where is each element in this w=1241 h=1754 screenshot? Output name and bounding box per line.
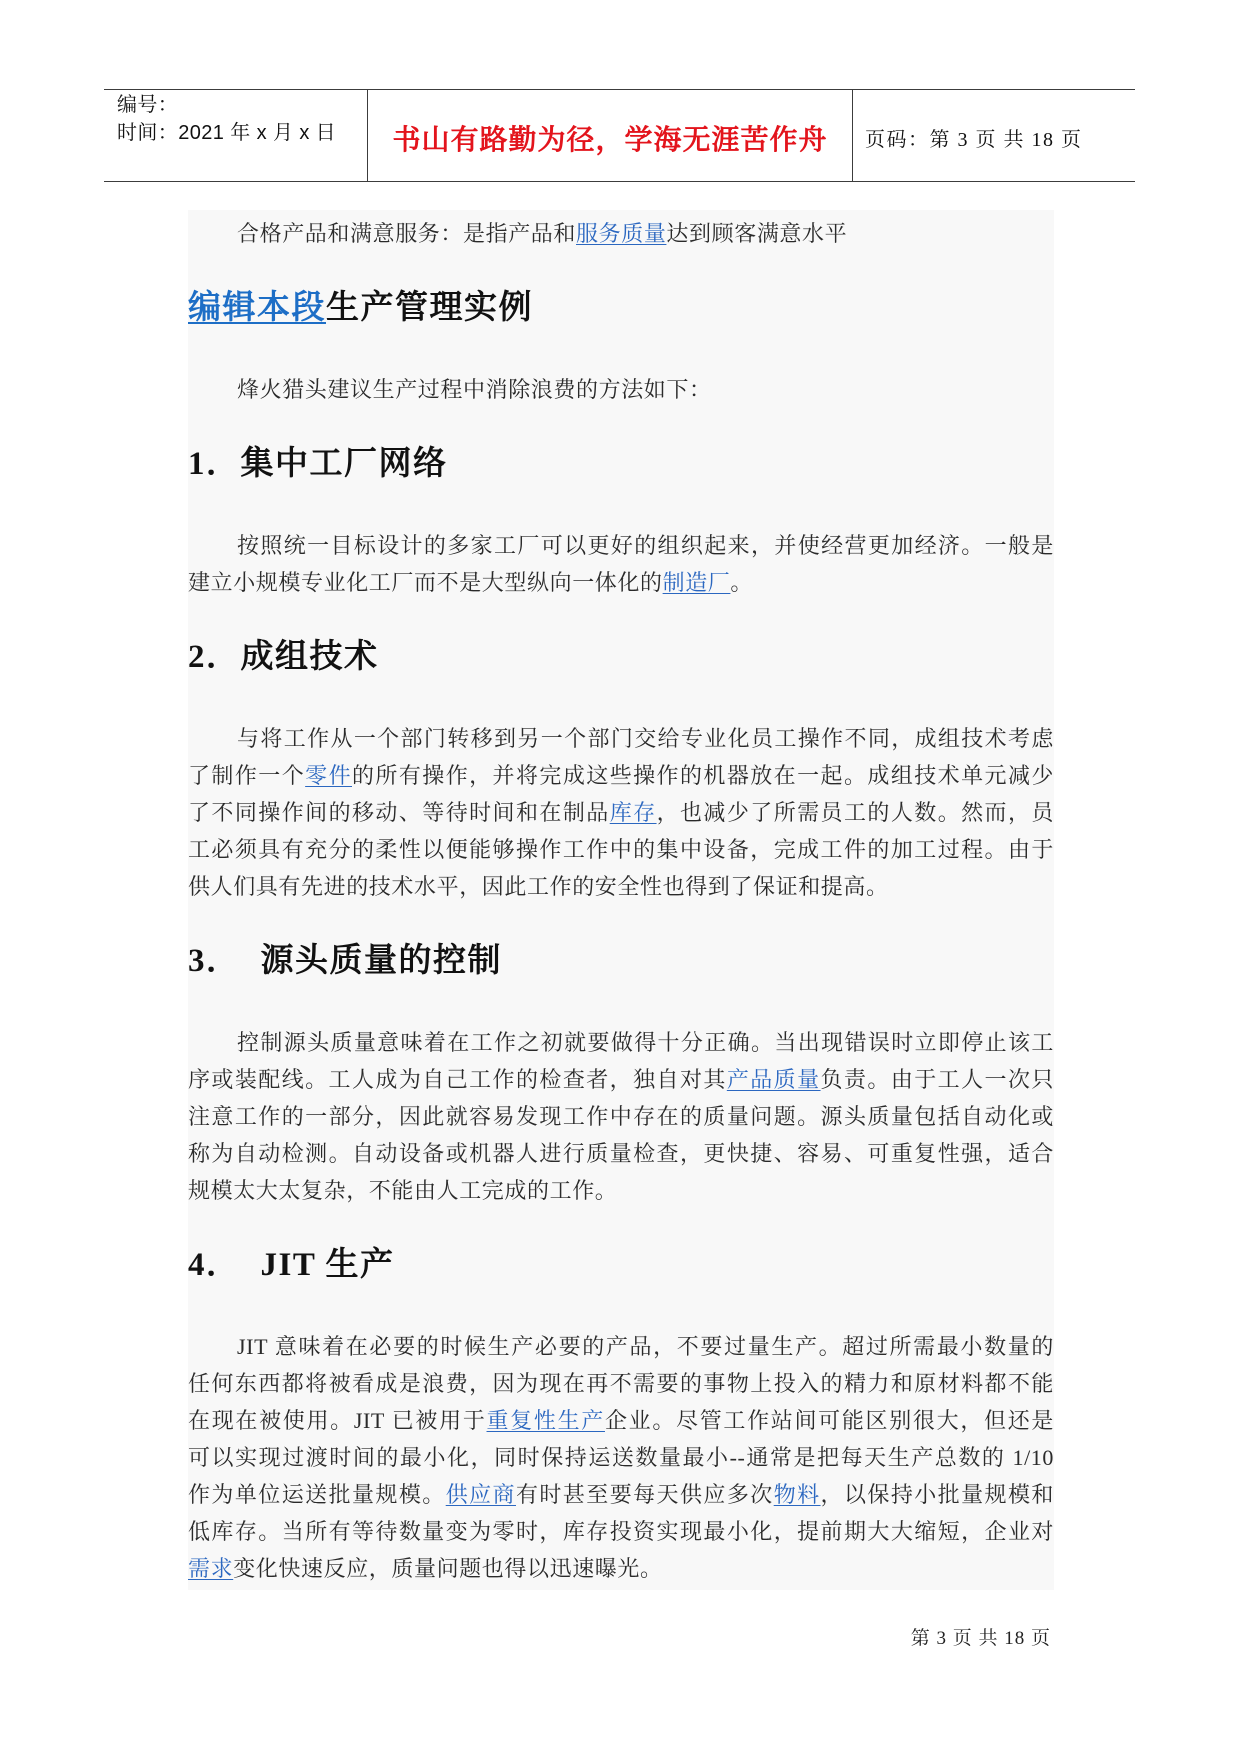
document-header	[104, 89, 1135, 182]
paragraph-line	[188, 757, 1054, 794]
paragraph-line: 与将工作从一个部门转移到另一个部门交给专业化员工操作不同，成组技术考虑	[237, 726, 1054, 751]
header-meta-cell	[104, 90, 367, 181]
link-inventory[interactable]: 库存	[609, 800, 657, 825]
text-run: 合格产品和满意服务：是指产品和	[237, 221, 577, 246]
link-repetitive-production[interactable]: 重复性生产	[486, 1408, 605, 1433]
header-motto-cell	[367, 90, 853, 181]
paragraph-line: 称为自动检测。自动设备或机器人进行质量检查，更快捷、容易、可重复性强，适合	[188, 1141, 1054, 1166]
paragraph-line: 规模太大太复杂，不能由人工完成的工作。	[188, 1178, 618, 1203]
section-title: 集中工厂网络	[240, 446, 448, 482]
text-run: 作为单位运送批量规模。	[188, 1482, 446, 1507]
text-run: 有时甚至要每天供应多次	[515, 1482, 774, 1507]
link-service-quality[interactable]: 服务质量	[576, 221, 667, 246]
section-number: 4．	[188, 1247, 241, 1283]
section-number: 3．	[188, 943, 241, 979]
paragraph-line: 工必须具有充分的柔性以便能够操作工作中的集中设备，完成工件的加工过程。由于	[188, 837, 1054, 862]
text-run: 序或装配线。工人成为自己工作的检查者，独自对其	[188, 1067, 727, 1092]
header-page-info: 页码：第 3 页 共 18 页	[865, 129, 1083, 151]
link-manufacturing-plant[interactable]: 制造厂	[662, 570, 731, 595]
paragraph-line: 任何东西都将被看成是浪费，因为现在再不需要的事物上投入的精力和原材料都不能	[188, 1371, 1054, 1396]
section-heading	[188, 634, 1054, 680]
text-run: ，也减少了所需员工的人数。然而，员	[656, 800, 1054, 825]
section-heading	[188, 441, 1054, 487]
motto: 书山有路勤为径，学海无涯苦作舟	[392, 122, 828, 156]
intro-paragraph	[188, 215, 1054, 252]
document-body	[188, 210, 1054, 1590]
paragraph-line: 烽火猎头建议生产过程中消除浪费的方法如下：	[237, 377, 712, 402]
paragraph-line	[188, 794, 1054, 831]
paragraph-line: 注意工作的一部分，因此就容易发现工作中存在的质量问题。源头质量包括自动化或	[188, 1104, 1054, 1129]
paragraph-line	[188, 215, 1054, 252]
heading-title: 生产管理实例	[326, 290, 533, 326]
paragraph-line	[188, 1061, 1054, 1098]
paragraph-line: 低库存。当所有等待数量变为零时，库存投资实现最小化，提前期大大缩短，企业对	[188, 1519, 1054, 1544]
text-run: 变化快速反应，质量问题也得以迅速曝光。	[233, 1556, 663, 1581]
main-section-heading	[188, 285, 1054, 331]
section-number: 2．	[188, 639, 241, 675]
text-run: 的所有操作，并将完成这些操作的机器放在一起。成组技术单元减少	[352, 763, 1054, 788]
paragraph-line: 供人们具有先进的技术水平，因此工作的安全性也得到了保证和提高。	[188, 874, 889, 899]
text-run: 负责。由于工人一次只	[820, 1067, 1054, 1092]
link-product-quality[interactable]: 产品质量	[726, 1067, 821, 1092]
lead-paragraph	[188, 371, 1054, 408]
section-heading	[188, 938, 1054, 984]
text-run: 了制作一个	[188, 763, 306, 788]
text-run: 建立小规模专业化工厂而不是大型纵向一体化的	[188, 570, 663, 595]
edit-section-link[interactable]: 编辑本段	[188, 290, 326, 326]
link-supplier[interactable]: 供应商	[445, 1482, 516, 1507]
text-run: 在现在被使用。JIT 已被用于	[188, 1408, 487, 1433]
paragraph-line: 可以实现过渡时间的最小化，同时保持运送数量最小--通常是把每天生产总数的 1/10	[188, 1445, 1054, 1470]
section-title: 成组技术	[240, 639, 379, 675]
serial-number-label: 编号：	[117, 94, 179, 116]
section-number: 1．	[188, 446, 241, 482]
paragraph-line: 控制源头质量意味着在工作之初就要做得十分正确。当出现错误时立即停止该工	[237, 1030, 1054, 1055]
header-page-cell	[853, 90, 1135, 181]
paragraph-line: JIT 意味着在必要的时候生产必要的产品，不要过量生产。超过所需最小数量的	[237, 1334, 1054, 1359]
text-run: 达到顾客满意水平	[666, 221, 848, 246]
section-paragraph	[188, 527, 1054, 601]
page-footer: 第 3 页 共 18 页	[910, 1628, 1051, 1649]
paragraph-line	[188, 1550, 1054, 1587]
text-run: ，以保持小批量规模和	[820, 1482, 1054, 1507]
text-run: 。	[730, 570, 754, 595]
date-label: 时间：2021 年 x 月 x 日	[117, 122, 337, 144]
paragraph-line	[188, 1402, 1054, 1439]
section-title: 源头质量的控制	[260, 943, 502, 979]
paragraph-line: 按照统一目标设计的多家工厂可以更好的组织起来，并使经营更加经济。一般是	[237, 533, 1054, 558]
link-materials[interactable]: 物料	[773, 1482, 821, 1507]
section-heading	[188, 1242, 1054, 1288]
paragraph-line	[188, 564, 1054, 601]
section-paragraph	[188, 1328, 1054, 1587]
text-run: 了不同操作间的移动、等待时间和在制品	[188, 800, 610, 825]
link-parts[interactable]: 零件	[305, 763, 352, 788]
section-paragraph	[188, 720, 1054, 905]
paragraph-line	[188, 1476, 1054, 1513]
section-title: JIT 生产	[260, 1247, 395, 1283]
section-paragraph	[188, 1024, 1054, 1209]
text-run: 企业。尽管工作站间可能区别很大，但还是	[604, 1408, 1054, 1433]
link-demand[interactable]: 需求	[188, 1556, 234, 1581]
